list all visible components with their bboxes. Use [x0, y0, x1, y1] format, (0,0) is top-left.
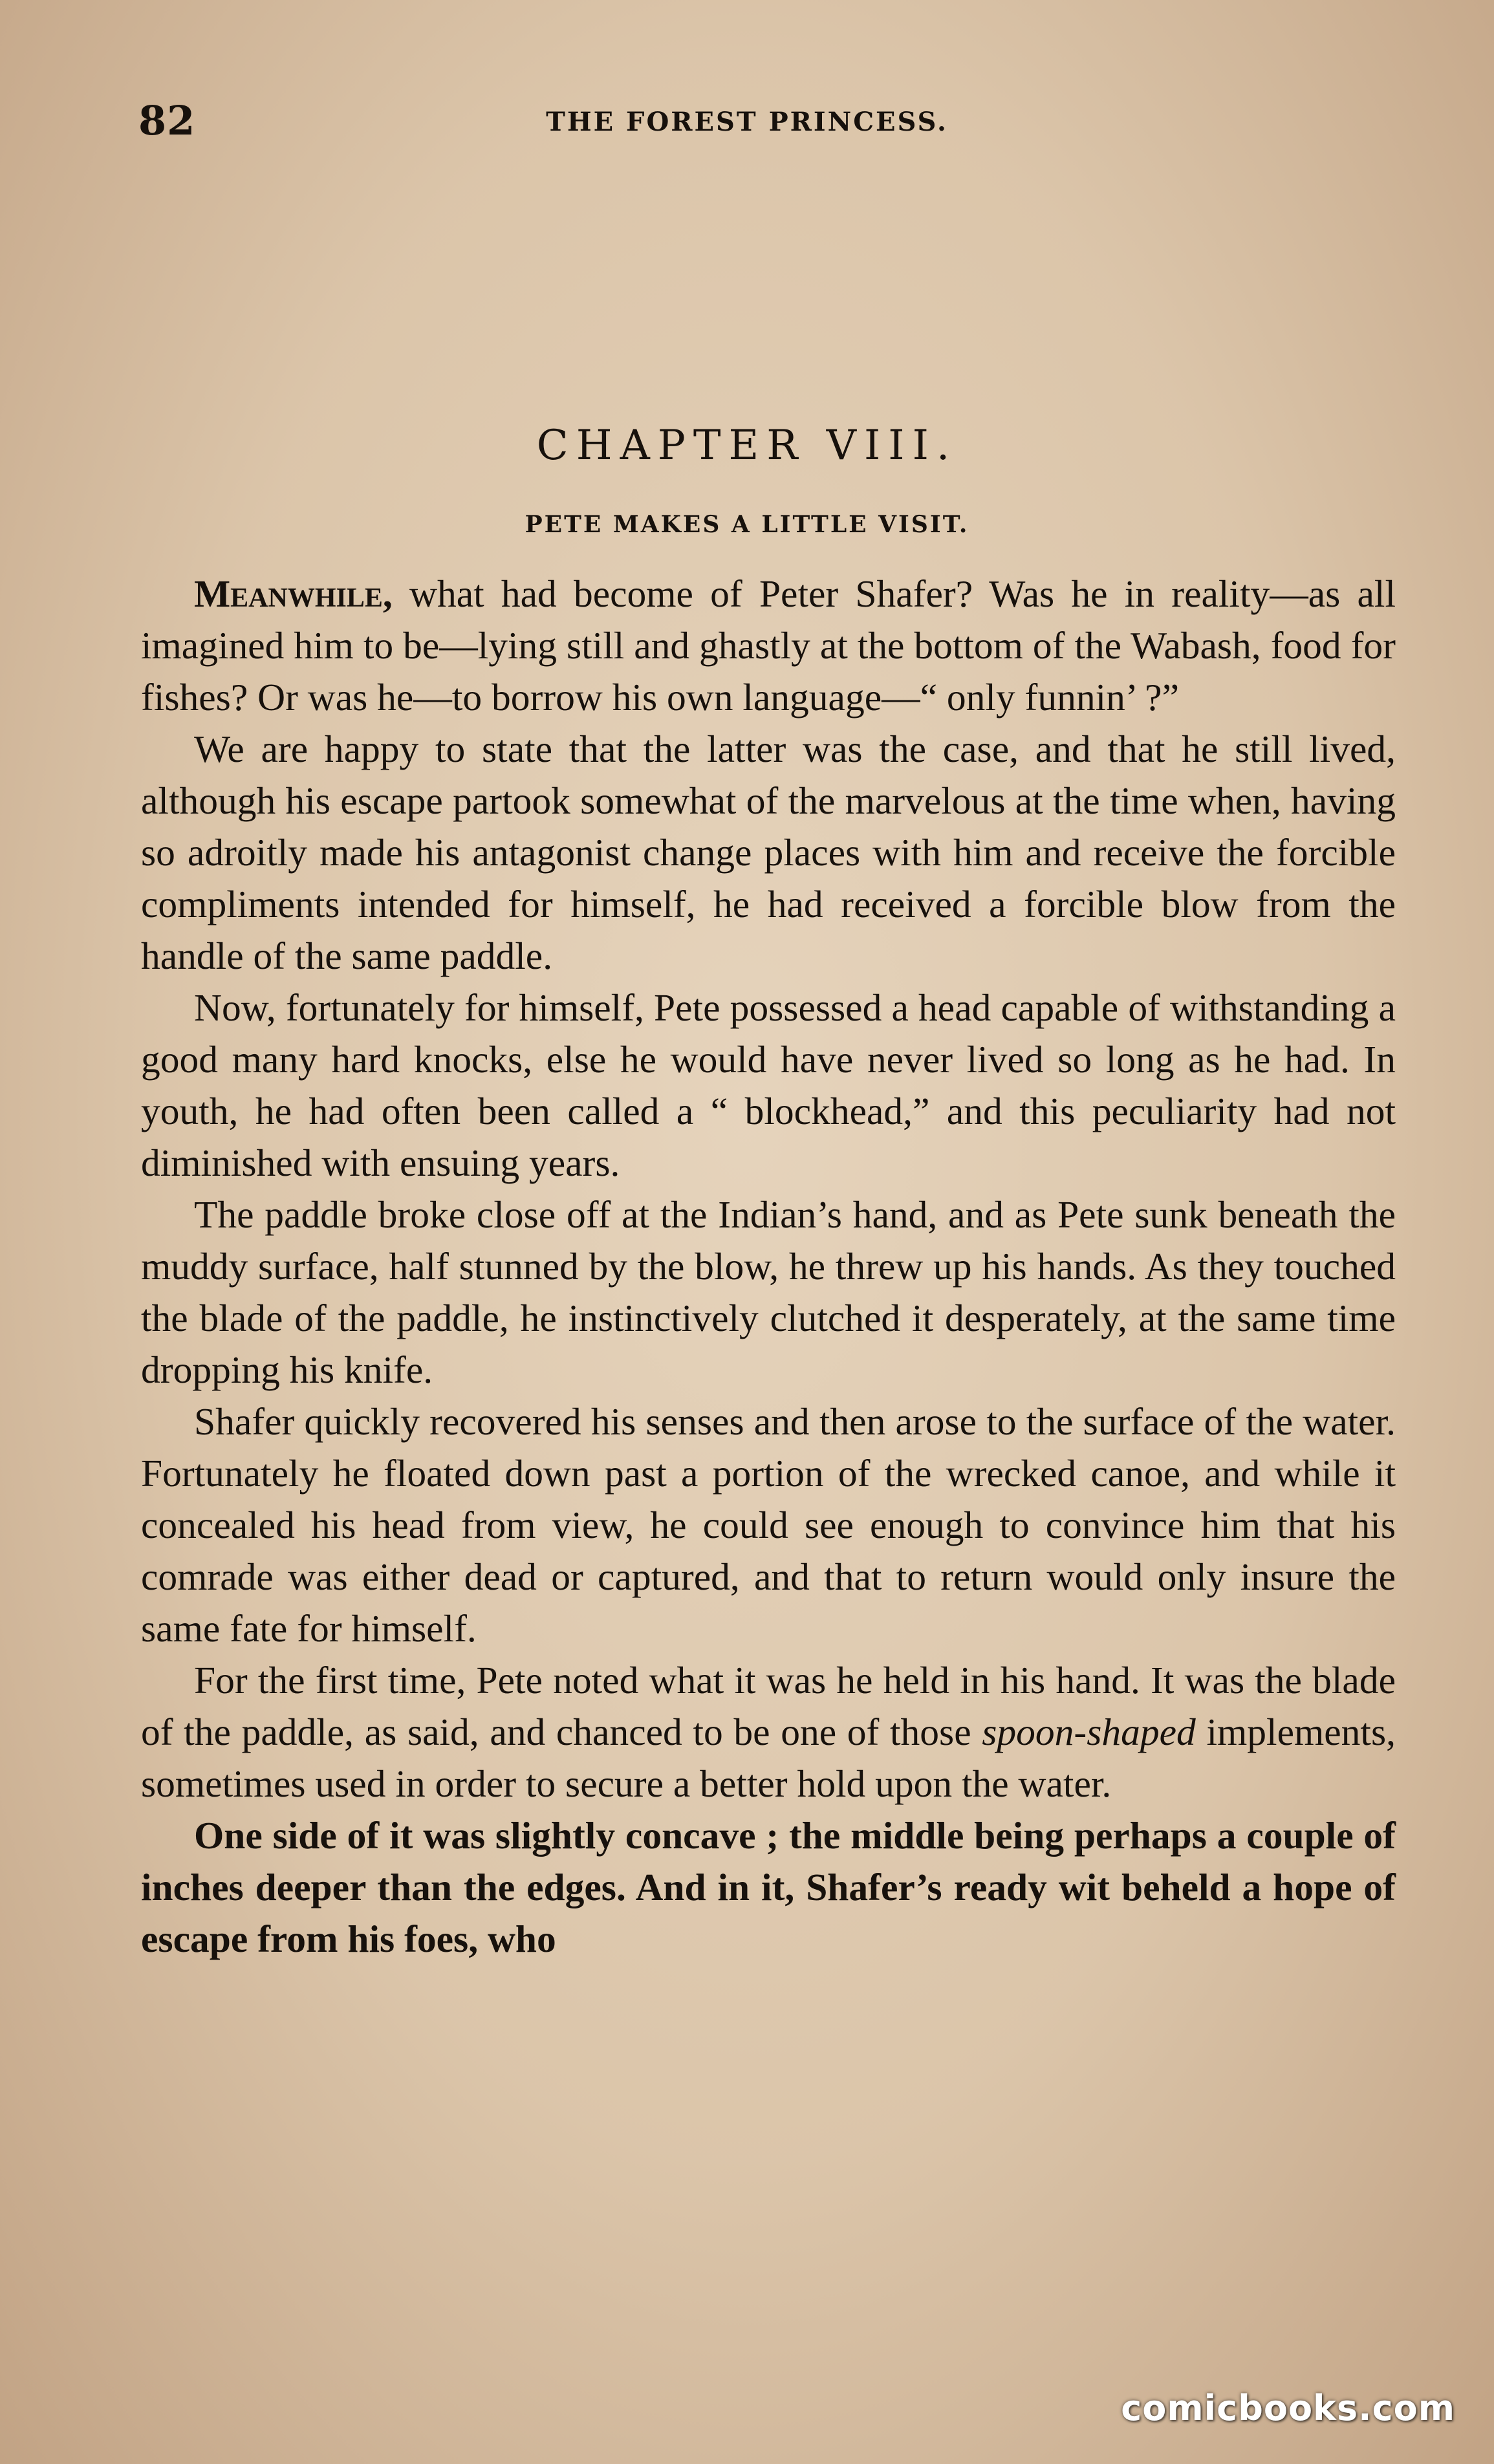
paragraph-text: what had become of Peter Shafer? Was he in reality—as all imagined him to be—lying still and ghastly at the bottom of the Wabash, food for fishes? Or was he—to borrow his own language—“ only funnin’ ?” [141, 572, 1396, 719]
paragraph: One side of it was slightly concave ; the middle being perhaps a couple of inches deeper than the edges. And in it, Shafer’s ready wit beheld a hope of escape from his foes, who [141, 1814, 1396, 1960]
paragraph-lead-word: Meanwhile, [194, 572, 393, 615]
paragraph: We are happy to state that the latter was the case, and that he still lived, although his escape partook somewhat of the marvelous at the time when, having so adroitly made his antagonist change places with him and receive the forcible compliments intended for himself, he had received a forcible blow from the handle of the same paddle. [141, 728, 1396, 977]
watermark: comicbooks.com [1121, 2388, 1455, 2428]
chapter-body [141, 568, 1396, 1965]
chapter-subtitle: PETE MAKES A LITTLE VISIT. [525, 511, 969, 538]
running-title: THE FOREST PRINCESS. [546, 107, 948, 137]
paragraph [141, 1654, 1396, 1810]
paragraph: Now, fortunately for himself, Pete possessed a head capable of withstanding a good many hard knocks, else he would have never lived so long as he had. In youth, he had often been called a “ blockhead,” and this peculiarity had not diminished with ensuing years. [141, 986, 1396, 1184]
paragraph-text: For the first time, Pete noted what it was he held in his hand. It was the blade of the paddle, as said, and chanced to be one of those [141, 1659, 1396, 1753]
chapter-title: CHAPTER VIII. [536, 422, 958, 470]
paragraph: The paddle broke close off at the Indian’s hand, and as Pete sunk beneath the muddy surface, half stunned by the blow, he threw up his hands. As they touched the blade of the paddle, he instinctively clutched it desperately, at the same time dropping his knife. [141, 1193, 1396, 1391]
page-number: 82 [138, 97, 196, 144]
italic-phrase: spoon-shaped [982, 1711, 1196, 1753]
paragraph-text: implements, sometimes used in order to secure a better hold upon the water. [141, 1711, 1396, 1805]
paragraph [141, 568, 1396, 723]
paragraph: Shafer quickly recovered his senses and then arose to the surface of the water. Fortunately he floated down past a portion of the wrecked canoe, and while it concealed his head from view, he could see enough to convince him that his comrade was either dead or captured, and that to return would only insure the same fate for himself. [141, 1400, 1396, 1650]
